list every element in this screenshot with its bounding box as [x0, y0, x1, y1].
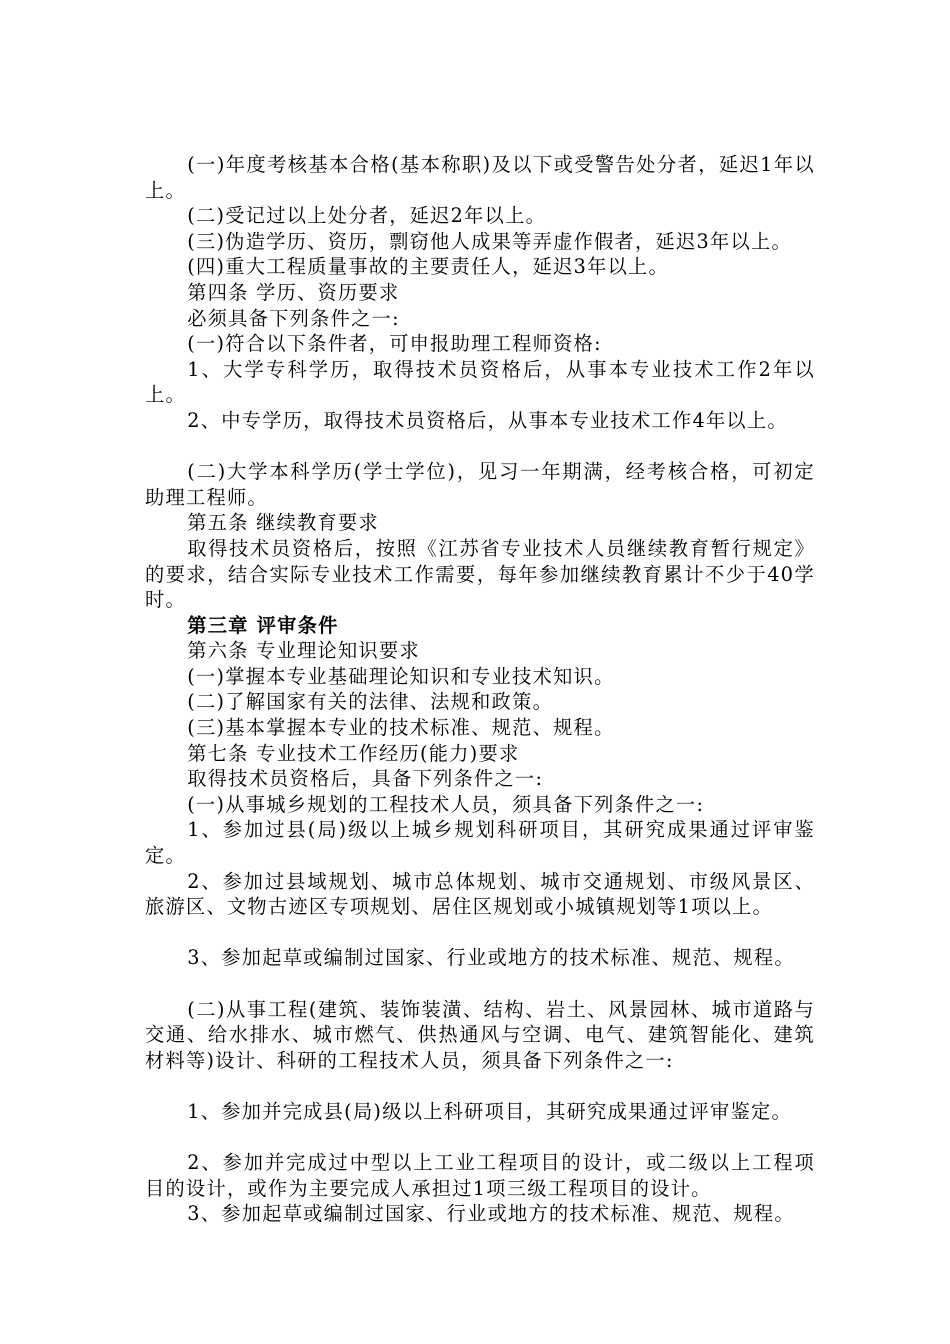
- document-page: [145, 152, 815, 1227]
- paragraph: (一)掌握本专业基础理论知识和专业技术知识。: [187, 664, 615, 688]
- paragraph: (二)受记过以上处分者，延迟2年以上。: [187, 204, 547, 228]
- paragraph: 必须具备下列条件之一:: [187, 306, 400, 330]
- paragraph: 取得技术员资格后，按照《江苏省专业技术人员继续教育暂行规定》的要求，结合实际专业技术工作需要，每年参加继续教育累计不少于40学时。: [145, 536, 815, 612]
- section-heading: 第五条 继续教育要求: [187, 511, 380, 535]
- paragraph: (四)重大工程质量事故的主要责任人，延迟3年以上。: [187, 255, 670, 279]
- list-item: 1、大学专科学历，取得技术员资格后，从事本专业技术工作2年以上。: [145, 357, 815, 407]
- list-item: 3、参加起草或编制过国家、行业或地方的技术标准、规范、规程。: [187, 1202, 795, 1226]
- paragraph: (三)伪造学历、资历，剽窃他人成果等弄虚作假者，延迟3年以上。: [187, 229, 792, 253]
- list-item: 1、参加过县(局)级以上城乡规划科研项目，其研究成果通过评审鉴定。: [145, 818, 815, 868]
- blank-line: [145, 920, 815, 946]
- paragraph: (二)大学本科学历(学士学位)，见习一年期满，经考核合格，可初定助理工程师。: [145, 460, 815, 509]
- list-item: 3、参加起草或编制过国家、行业或地方的技术标准、规范、规程。: [187, 946, 795, 970]
- list-item: 2、中专学历，取得技术员资格后，从事本专业技术工作4年以上。: [187, 408, 788, 432]
- chapter-heading: 第三章 评审条件: [187, 613, 339, 637]
- blank-line: [145, 1073, 815, 1099]
- section-heading: 第四条 学历、资历要求: [187, 280, 400, 304]
- list-item: 2、参加并完成过中型以上工业工程项目的设计，或二级以上工程项目的设计，或作为主要完成人承担过1项三级工程项目的设计。: [145, 1151, 815, 1200]
- paragraph: (二)从事工程(建筑、装饰装潢、结构、岩土、风景园林、城市道路与交通、给水排水、城市燃气、供热通风与空调、电气、建筑智能化、建筑材料等)设计、科研的工程技术人员，须具备下列条件之一:: [145, 997, 815, 1072]
- paragraph: (三)基本掌握本专业的技术标准、规范、规程。: [187, 716, 615, 740]
- paragraph: 取得技术员资格后，具备下列条件之一:: [187, 767, 544, 791]
- paragraph: (二)了解国家有关的法律、法规和政策。: [187, 690, 554, 714]
- section-heading: 第六条 专业理论知识要求: [187, 639, 420, 663]
- blank-line: [145, 434, 815, 460]
- section-heading: 第七条 专业技术工作经历(能力)要求: [187, 741, 520, 765]
- paragraph: (一)从事城乡规划的工程技术人员，须具备下列条件之一:: [187, 792, 705, 816]
- list-item: 1、参加并完成县(局)级以上科研项目，其研究成果通过评审鉴定。: [187, 1099, 792, 1123]
- paragraph: (一)年度考核基本合格(基本称职)及以下或受警告处分者，延迟1年以上。: [145, 153, 815, 202]
- blank-line: [145, 971, 815, 997]
- paragraph: (一)符合以下条件者，可申报助理工程师资格:: [187, 332, 602, 356]
- list-item: 2、参加过县域规划、城市总体规划、城市交通规划、市级风景区、旅游区、文物古迹区专项规划、居住区规划或小城镇规划等1项以上。: [145, 869, 815, 919]
- blank-line: [145, 1125, 815, 1151]
